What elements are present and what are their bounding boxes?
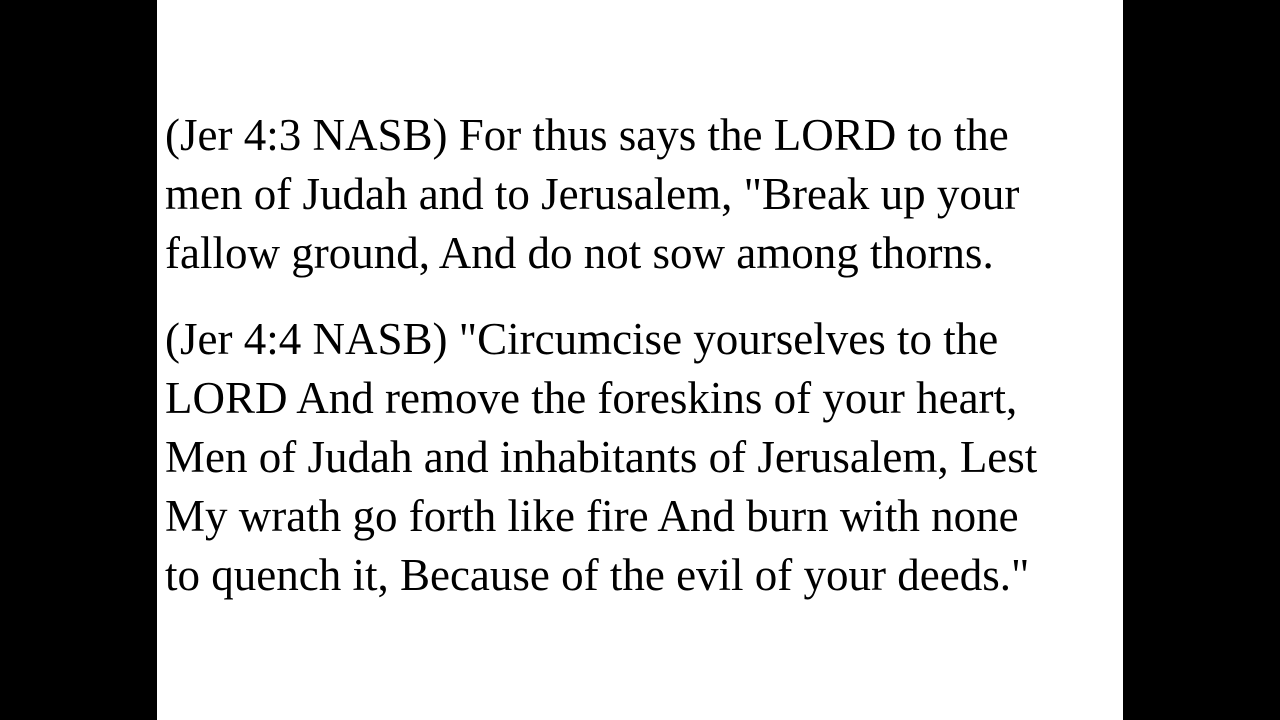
verse-line: (Jer 4:4 NASB) "Circumcise yourselves to the [165, 314, 999, 364]
verse-line: LORD And remove the foreskins of your heart, [165, 373, 1018, 423]
slide [157, 0, 1123, 720]
verse-line: Men of Judah and inhabitants of Jerusalem, Lest [165, 432, 1038, 482]
verse-line: men of Judah and to Jerusalem, "Break up your [165, 169, 1020, 219]
verse-line: to quench it, Because of the evil of your deeds." [165, 550, 1030, 600]
verse-line: fallow ground, And do not sow among thorns. [165, 228, 994, 278]
verse-line: My wrath go forth like fire And burn with none [165, 491, 1019, 541]
verse-line: (Jer 4:3 NASB) For thus says the LORD to the [165, 110, 1009, 160]
verse-jer-4-3 [165, 106, 1115, 283]
verse-jer-4-4 [165, 310, 1115, 605]
